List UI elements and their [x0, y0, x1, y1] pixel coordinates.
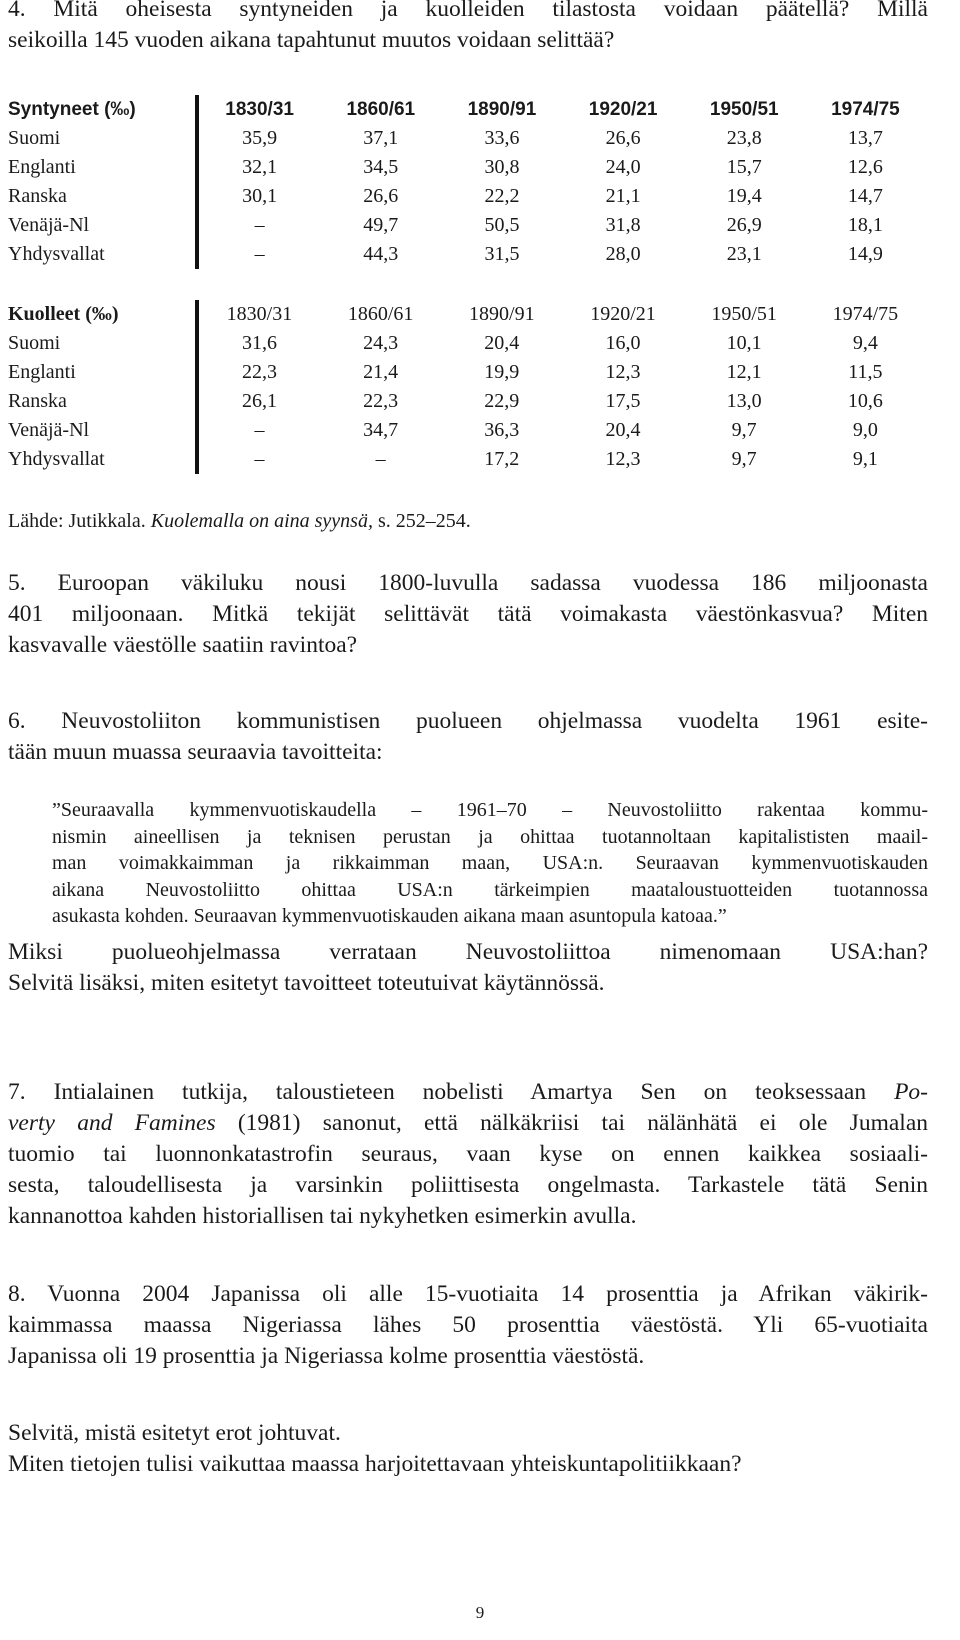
births-header-year: 1890/91	[467, 98, 537, 120]
table-cell: –	[197, 416, 320, 445]
table-cell: 12,3	[605, 448, 641, 470]
table-cell: 31,8	[605, 214, 641, 236]
deaths-header-year: 1920/21	[590, 303, 656, 325]
table-cell: 12,1	[726, 361, 762, 383]
source-pages: s. 252–254.	[372, 510, 471, 532]
table-cell: 20,4	[605, 419, 641, 441]
country-label: Englanti	[8, 361, 76, 383]
deaths-row-venaja	[8, 416, 926, 445]
question-6-task: Miksi puolueohjelmassa verrataan Neuvostoliittoa nimenomaan USA:han?	[8, 939, 928, 965]
births-header-year: 1950/51	[709, 98, 779, 120]
births-header-year: 1830/31	[197, 95, 320, 124]
question-8-line: kaimmassa maassa Nigeriassa lähes 50 prosenttia väestöstä. Yli 65-vuotiaita	[8, 1312, 928, 1338]
table-cell: –	[197, 211, 320, 240]
table-cell: 37,1	[363, 127, 399, 149]
quote-line: aikana Neuvostoliitto ohittaa USA:n tärkeimpien maataloustuotteiden tuotannossa	[52, 878, 928, 901]
quote-line: asukasta kohden. Seuraavan kymmenvuotiskauden aikana maan asuntopula katoaa.”	[52, 905, 727, 927]
table-cell: 20,4	[484, 332, 520, 354]
table-cell: 23,8	[726, 127, 762, 149]
table-cell: 30,1	[197, 182, 320, 211]
table-cell: 22,9	[484, 390, 520, 412]
table-cell: –	[375, 448, 386, 470]
quote-line: nismin aineellisen ja teknisen perustan ja ohittaa tuotannoltaan kapitalististen maail-	[52, 825, 928, 848]
question-7	[8, 1077, 928, 1232]
question-6-line: tään muun muassa seuraavia tavoitteita:	[8, 739, 383, 765]
question-8	[8, 1279, 928, 1372]
births-table-header	[8, 95, 926, 124]
question-8-line: Japanissa oli 19 prosenttia ja Nigeriassa kolme prosenttia väestöstä.	[8, 1343, 645, 1369]
births-table	[8, 95, 928, 269]
table-cell: 12,3	[605, 361, 641, 383]
country-label: Suomi	[8, 332, 61, 354]
table-cell: 17,2	[484, 448, 520, 470]
table-cell: 10,1	[726, 332, 762, 354]
table-cell: 28,0	[605, 243, 641, 265]
table-cell: 49,7	[363, 214, 399, 236]
table-cell: 36,3	[484, 419, 520, 441]
question-4-line: 4. Mitä oheisesta syntyneiden ja kuolleiden tilastosta voidaan päätellä? Millä	[8, 0, 928, 22]
country-label: Venäjä-Nl	[8, 214, 90, 236]
table-cell: 30,8	[484, 156, 520, 178]
table-cell: 14,9	[847, 243, 883, 265]
deaths-header-year: 1974/75	[832, 303, 899, 325]
table-cell: 31,6	[197, 329, 320, 358]
births-row-englanti	[8, 153, 926, 182]
table-cell: 22,3	[363, 390, 399, 412]
table-cell: 26,6	[605, 127, 641, 149]
table-cell: 44,3	[363, 243, 399, 265]
table-cell: 22,3	[197, 358, 320, 387]
question-7-text: 7. Intialainen tutkija, taloustieteen nobelisti Amartya Sen on teoksessaan	[8, 1079, 895, 1105]
country-label: Yhdysvallat	[8, 243, 105, 265]
country-label: Suomi	[8, 127, 61, 149]
question-5-line: 401 miljoonaan. Mitkä tekijät selittävät tätä voimakasta väestönkasvua? Miten	[8, 601, 928, 627]
question-7-line: tuomio tai luonnonkatastrofin seuraus, vaan kyse on ennen kaikkea sosiaali-	[8, 1141, 928, 1167]
table-cell: 18,1	[847, 214, 883, 236]
table-cell: 35,9	[197, 124, 320, 153]
table-cell: 9,0	[852, 419, 878, 441]
question-4	[8, 0, 928, 56]
table-cell: 23,1	[726, 243, 762, 265]
question-6-task: Selvitä lisäksi, miten esitetyt tavoitteet toteutuivat käytännössä.	[8, 970, 605, 996]
question-5	[8, 568, 928, 661]
table-cell: 13,7	[847, 127, 883, 149]
table-cell: 17,5	[605, 390, 641, 412]
question-7-line: sesta, taloudellisesta ja varsinkin poliittisesta ongelmasta. Tarkastele tätä Senin	[8, 1172, 928, 1198]
table-cell: 34,5	[363, 156, 399, 178]
deaths-header-year: 1860/61	[347, 303, 414, 325]
question-7-text: (1981) sanonut, että nälkäkriisi tai nälänhätä ei ole Jumalan	[215, 1110, 928, 1136]
question-6-tasks	[8, 937, 928, 999]
question-8-task: Selvitä, mistä esitetyt erot johtuvat.	[8, 1420, 341, 1446]
country-label: Yhdysvallat	[8, 448, 105, 470]
country-label: Englanti	[8, 156, 76, 178]
table-cell: 50,5	[484, 214, 520, 236]
country-label: Ranska	[8, 390, 67, 412]
table-cell: 9,1	[852, 448, 878, 470]
table-cell: 26,9	[726, 214, 762, 236]
question-7-line: kannanottoa kahden historiallisen tai nykyhetken esimerkin avulla.	[8, 1203, 637, 1229]
table-cell: 26,6	[363, 185, 399, 207]
deaths-table	[8, 300, 928, 474]
deaths-table-header	[8, 300, 926, 329]
question-8-tasks	[8, 1418, 928, 1480]
question-6	[8, 706, 928, 768]
question-8-line: 8. Vuonna 2004 Japanissa oli alle 15-vuotiaita 14 prosenttia ja Afrikan väkirik-	[8, 1281, 928, 1307]
program-quote	[52, 797, 928, 930]
table-cell: 32,1	[197, 153, 320, 182]
births-header-year: 1860/61	[346, 98, 416, 120]
table-cell: 10,6	[847, 390, 883, 412]
question-8-task: Miten tietojen tulisi vaikuttaa maassa harjoitettavaan yhteiskuntapolitiikkaan?	[8, 1451, 742, 1477]
table-cell: 11,5	[848, 361, 883, 383]
births-row-ranska	[8, 182, 926, 211]
table-cell: 21,4	[363, 361, 399, 383]
table-cell: 12,6	[847, 156, 883, 178]
table-cell: 9,7	[731, 448, 757, 470]
table-cell: 26,1	[197, 387, 320, 416]
deaths-row-englanti	[8, 358, 926, 387]
question-6-line: 6. Neuvostoliiton kommunistisen puolueen ohjelmassa vuodelta 1961 esite-	[8, 708, 928, 734]
table-cell: 13,0	[726, 390, 762, 412]
table-cell: –	[197, 240, 320, 269]
table-cell: 34,7	[363, 419, 399, 441]
country-label: Ranska	[8, 185, 67, 207]
question-5-line: 5. Euroopan väkiluku nousi 1800-luvulla sadassa vuodessa 186 miljoonasta	[8, 570, 928, 596]
table-cell: 9,7	[731, 419, 757, 441]
births-row-yhdysvallat	[8, 240, 926, 269]
births-row-suomi	[8, 124, 926, 153]
deaths-header-label: Kuolleet (‰)	[8, 303, 119, 325]
table-cell: 14,7	[847, 185, 883, 207]
question-4-line: seikoilla 145 vuoden aikana tapahtunut muutos voidaan selittää?	[8, 27, 615, 53]
table-cell: 19,9	[484, 361, 520, 383]
table-cell: –	[197, 445, 320, 474]
source-title: Kuolemalla on aina syynsä,	[150, 510, 373, 532]
table-source	[8, 510, 471, 533]
question-7-line	[8, 1108, 928, 1139]
deaths-row-ranska	[8, 387, 926, 416]
deaths-header-year: 1830/31	[197, 300, 320, 329]
table-cell: 31,5	[484, 243, 520, 265]
quote-line: man voimakkaimman ja rikkaimman maan, USA:n. Seuraavan kymmenvuotiskauden	[52, 852, 928, 874]
page-number: 9	[475, 1603, 485, 1622]
births-header-label: Syntyneet (‰)	[8, 98, 136, 120]
table-cell: 15,7	[726, 156, 762, 178]
table-cell: 24,3	[363, 332, 399, 354]
table-cell: 21,1	[605, 185, 641, 207]
deaths-row-yhdysvallat	[8, 445, 926, 474]
question-7-line	[8, 1077, 928, 1108]
country-label: Venäjä-Nl	[8, 419, 90, 441]
deaths-row-suomi	[8, 329, 926, 358]
table-cell: 24,0	[605, 156, 641, 178]
births-header-year: 1920/21	[588, 98, 658, 120]
table-cell: 22,2	[484, 185, 520, 207]
table-cell: 33,6	[484, 127, 520, 149]
book-title: verty and Famines	[8, 1110, 216, 1136]
deaths-header-year: 1950/51	[711, 303, 777, 325]
births-row-venaja	[8, 211, 926, 240]
table-cell: 16,0	[605, 332, 641, 354]
deaths-header-year: 1890/91	[469, 303, 535, 325]
quote-line: ”Seuraavalla kymmenvuotiskaudella – 1961–70 – Neuvostoliitto rakentaa kommu-	[52, 799, 928, 821]
births-header-year: 1974/75	[831, 98, 900, 120]
source-prefix: Lähde: Jutikkala.	[8, 510, 151, 532]
table-cell: 9,4	[852, 332, 878, 354]
question-5-line: kasvavalle väestölle saatiin ravintoa?	[8, 632, 358, 658]
book-title: Po-	[894, 1079, 928, 1105]
table-cell: 19,4	[726, 185, 762, 207]
